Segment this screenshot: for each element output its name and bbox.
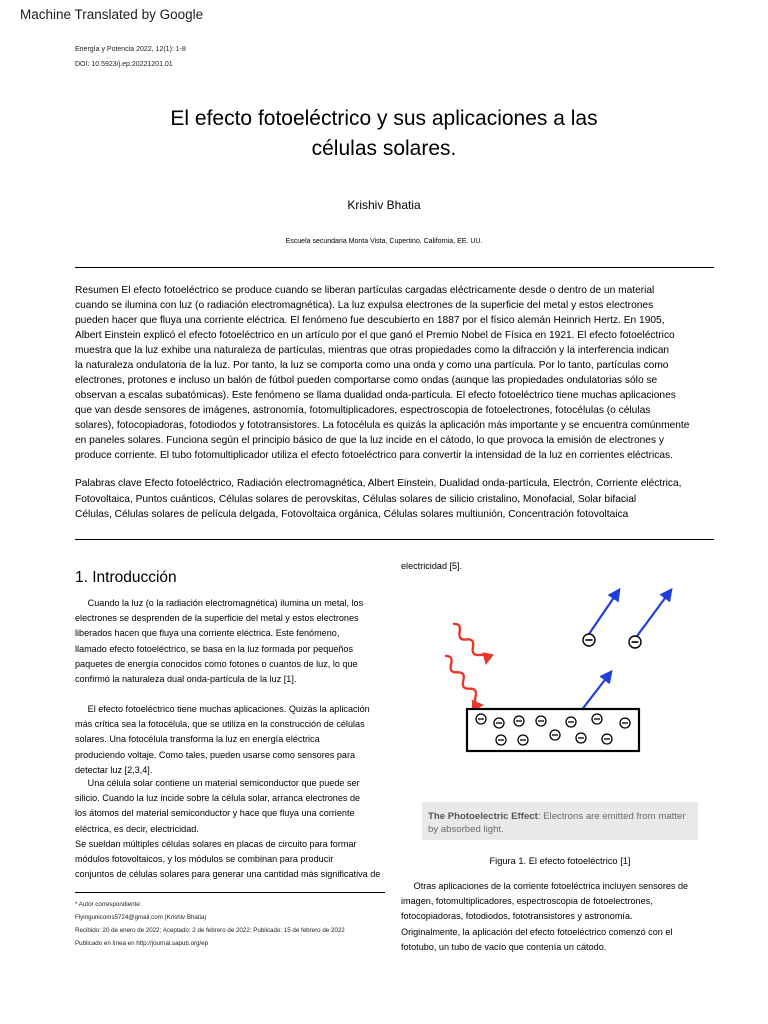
body-line: llamado efecto fotoeléctrico, se basa en la luz formada por pequeños [75,643,354,654]
abstract-line: produce corriente. El tubo fotomultiplicador utiliza el efecto fotoeléctrico para convertir la intensidad de la luz en corrientes eléctricas. [75,450,673,461]
electron [602,734,612,744]
electron [576,733,586,743]
body-line: fototubo, un tubo de vacío que contenía un cátodo. [401,941,607,952]
body-line: conjuntos de células solares para generar una cantidad más significativa de [75,869,381,880]
abstract-line: cuando se ilumina con luz (o radiación electromagnética). La luz expulsa electrones de la superficie del metal y estos electrones [75,300,654,311]
section-heading: 1. Introducción [75,569,177,586]
doi: DOI: 10.5923/j.ep.20221201.01 [75,61,173,68]
body-line: Originalmente, la aplicación del efecto fotoeléctrico comenzó con el [401,926,673,937]
intro-paragraph-2 [75,702,387,778]
electron [550,730,560,740]
right-column-top-text: electricidad [5]. [401,561,463,571]
electron [620,718,630,728]
free-electron [583,634,595,646]
body-line: imagen, fotomultiplicadores, espectroscopia de fotoelectrones, [401,896,653,907]
abstract-line: muestra que la luz exhibe una naturaleza de partículas, mientras que otras propiedades como la difracción y la interferencia indican [75,345,670,356]
abstract-line: la naturaleza ondulatoria de la luz. Por tanto, la luz se comporta como una onda y como una partícula. Por lo tanto, partículas como [75,360,669,371]
electron [514,716,524,726]
light-wave-1 [446,622,493,663]
body-line: Se sueldan múltiples células solares en placas de circuito para formar [75,838,357,849]
body-line: El efecto fotoeléctrico tiene muchas aplicaciones. Quizás la aplicación [75,704,370,714]
electron [518,735,528,745]
abstract-line: en paneles solares. Funciona según el principio básico de que la luz incide en el cátodo, lo que provoca la emisión de electrones y [75,435,664,446]
abstract-line: Resumen El efecto fotoeléctrico se produce cuando se liberan partículas cargadas eléctricamente desde o dentro de un material [75,285,655,296]
free-electron [629,636,641,648]
paper-title [0,104,768,164]
body-line: fotocopiadoras, fotodiodos, fototransistores y astronomía. [401,911,633,922]
body-line: Una célula solar contiene un material semiconductor que puede ser [75,778,360,788]
abstract-line: que van desde sensores de imágenes, astronomía, fotomultiplicadores, espectroscopia de fotoelectrones, fotocélulas (o células [75,405,651,416]
title-line-2: células solares. [311,137,457,160]
keywords-line: Palabras clave Efecto fotoeléctrico, Radiación electromagnética, Albert Einstein, Dualidad onda-partícula, Electrón, Corriente eléctrica, [75,478,682,489]
keywords-line: Células, Células solares de película delgada, Fotovoltaica orgánica, Células solares multiunión, Concentración fotovoltaica [75,509,629,520]
body-line: confirmó la naturaleza dual onda-partícula de la luz [1]. [75,674,297,685]
electron [494,718,504,728]
figure-caption-bold: The Photoelectric Effect [428,811,538,822]
electron [592,714,602,724]
body-line: paquetes de energía conocidos como fotones o cuantos de luz, lo que [75,658,358,669]
abstract-line: solares), fotocopiadoras, fotodiodos y fototransistores. La fotocélula es quizás la aplicación más importante y se encuentra comúnmente [75,420,690,431]
abstract-line: pueden hacer que fluya una corriente eléctrica. El fenómeno fue descubierto en 1887 por el físico alemán Heinrich Hertz. En 1905, [75,315,665,326]
body-line: silicio. Cuando la luz incide sobre la célula solar, arranca electrones de [75,793,361,804]
body-line: electrones se desprenden de la superficie del metal y estos electrones [75,613,359,624]
abstract-line: electrones, protones e incluso un balón de fútbol pueden comportarse como ondas (aunque las propiedades ondulatorias sólo se [75,375,658,386]
electron [566,717,576,727]
title-line-1: El efecto fotoeléctrico y sus aplicaciones a las [170,107,598,130]
abstract-line: observan a escalas subatómicas). Este fenómeno se llama dualidad onda-partícula. El efecto fotoeléctrico tiene muchas aplicaciones [75,390,676,401]
body-line: Otras aplicaciones de la corriente fotoeléctrica incluyen sensores de [401,881,689,891]
intro-paragraph-3 [75,776,387,882]
electron [536,716,546,726]
figure-caption-text: : Electrons are emitted from matter by absorbed light. [428,811,686,835]
intro-paragraph-1 [75,596,387,687]
footnote-online: Publicado en línea en http://journal.sapub.org/ep [75,940,209,947]
body-line: detectar luz [2,3,4]. [75,764,153,775]
footnote-divider [75,892,385,893]
figure-label: Figura 1. El efecto fotoeléctrico [1] [489,856,631,866]
keywords-line: Fotovoltaica, Puntos cuánticos, Células solares de perovskitas, Células solares de silicio cristalino, Monofacial, Solar bifacial [75,493,637,505]
body-line: eléctrica, es decir, electricidad. [75,823,199,834]
abstract [75,283,726,463]
figure-inner-caption [422,802,698,840]
body-line: liberados hacen que fluya una corriente eléctrica. Este fenómeno, [75,628,340,639]
body-line: módulos fotovoltaicos, y los módulos se combinan para producir [75,854,334,865]
light-wave-2 [435,654,491,707]
top-divider [75,267,714,268]
emission-arrow-1 [589,590,619,634]
author: Krishiv Bhatia [347,198,421,212]
right-column-paragraph [401,879,719,955]
emission-arrow-2 [637,590,671,636]
affiliation: Escuela secundaria Monta Vista, Cupertino, California, EE. UU. [285,238,483,245]
machine-translation-banner: Machine Translated by Google [20,7,204,22]
section-divider [75,539,714,540]
body-line: produciendo voltaje. Como tales, pueden usarse como sensores para [75,749,356,760]
body-line: Cuando la luz (o la radiación electromagnética) ilumina un metal, los [75,598,364,608]
footnote-email: Flyingunicoms5724@gmail.com (Krishiv Bhatia) [75,914,207,921]
body-line: los átomos del material semiconductor y hace que fluya una corriente [75,808,355,819]
keywords [75,476,726,523]
footnote-corresponding: * Autor correspondiente: [75,901,142,908]
electron [496,735,506,745]
abstract-line: Albert Einstein explicó el efecto fotoeléctrico en un artículo por el que ganó el Premio Nobel de Física en 1921. El efecto fotoeléctrico [75,330,675,341]
body-line: solares. Una fotocélula transforma la luz en energía eléctrica [75,734,320,745]
footnote-dates: Recibido: 20 de enero de 2022; Aceptado: 2 de febrero de 2022; Publicado: 15 de febrero de 2022 [75,927,345,934]
body-line: más crítica sea la fotocélula, que se utiliza en la construcción de células [75,719,365,730]
electron [476,714,486,724]
journal-info: Energía y Potencia 2022, 12(1): 1-8 [75,46,186,53]
